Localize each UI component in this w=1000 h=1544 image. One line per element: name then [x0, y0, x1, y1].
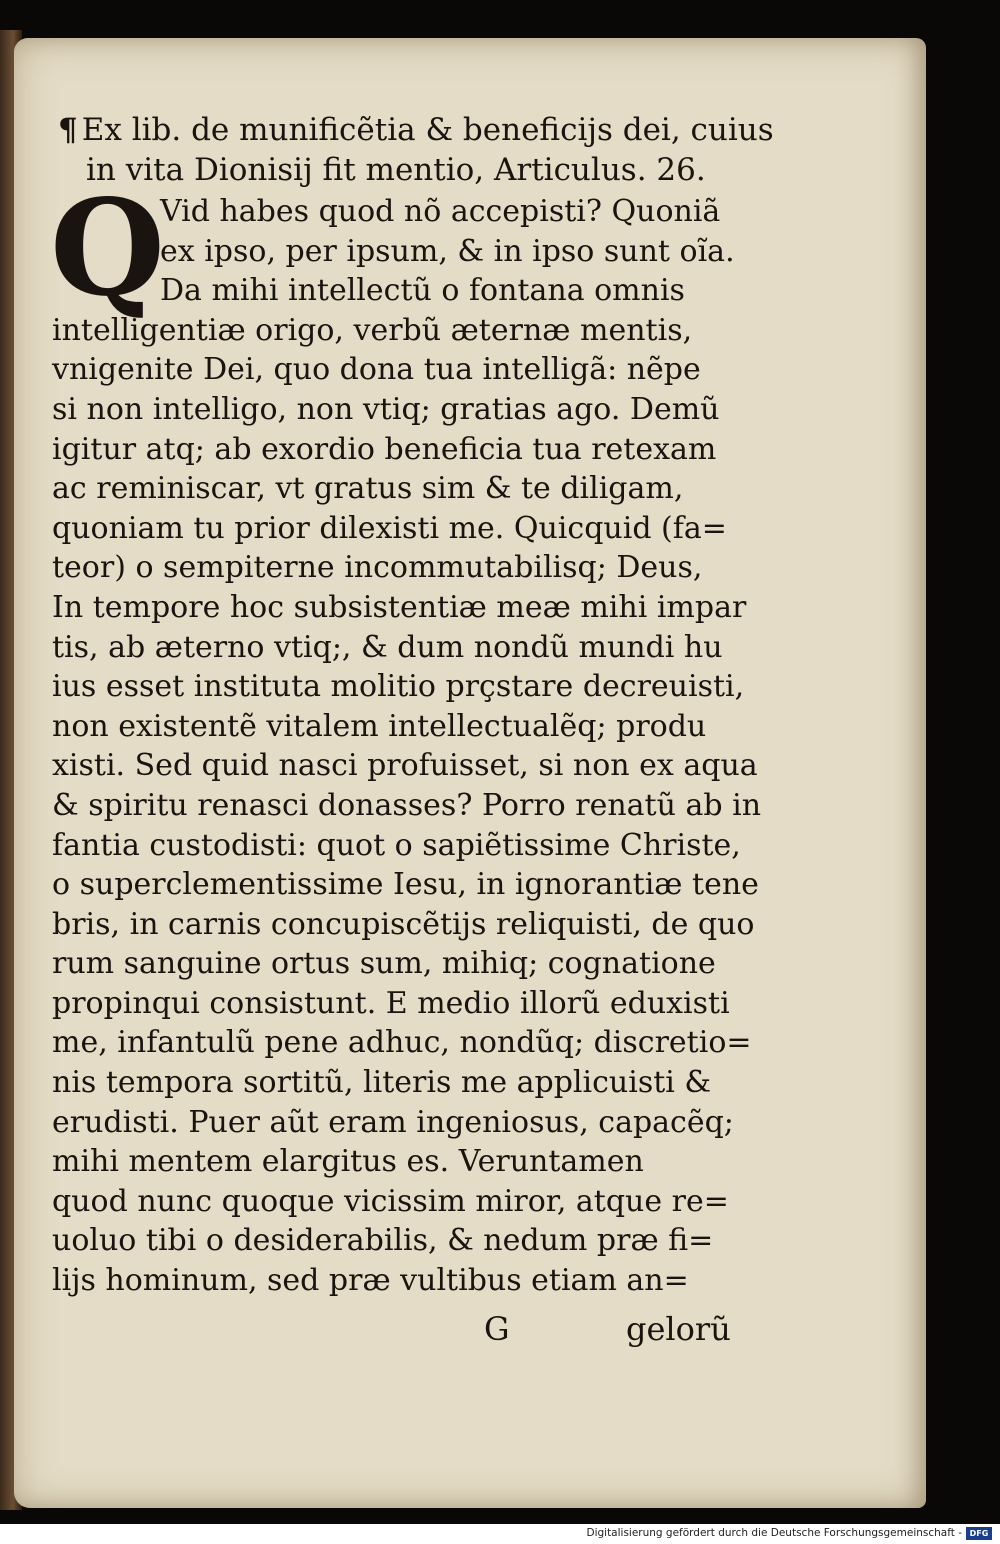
text-line: quoniam tu prior dilexisti me. Quicquid (fa=: [52, 510, 727, 546]
dfg-logo: DFG: [966, 1527, 992, 1540]
text-line: o superclementissime Iesu, in ignorantiæ tene: [52, 867, 759, 903]
text-line: non existentẽ vitalem intellectualẽq; produ: [52, 708, 707, 744]
credit-text: Digitalisierung gefördert durch die Deutsche Forschungsgemeinschaft -: [586, 1527, 962, 1539]
drop-cap: Q: [50, 171, 165, 326]
text-line: ex ipso, per ipsum, & in ipso sunt oĩa.: [160, 233, 735, 269]
text-line: In tempore hoc subsistentiæ meæ mihi impar: [52, 589, 747, 625]
text-line: rum sanguine ortus sum, mihiq; cognatione: [52, 946, 716, 982]
heading-line-2: in vita Dionisij fit mentio, Articulus. 26.: [86, 152, 706, 188]
text-line: mihi mentem elargitus es. Veruntamen: [52, 1144, 644, 1180]
catchword: gelorũ: [626, 1310, 731, 1348]
signature-mark: G: [484, 1310, 510, 1348]
text-line: nis tempora sortitũ, literis me applicuisti &: [52, 1065, 712, 1101]
text-line: me, infantulũ pene adhuc, nondũq; discretio=: [52, 1025, 752, 1061]
body-text: [50, 171, 762, 1301]
text-line: tis, ab æterno vtiq;, & dum nondũ mundi hu: [52, 629, 723, 665]
text-line: Da mihi intellectũ o fontana omnis: [160, 273, 685, 309]
text-line: si non intelligo, non vtiq; gratias ago. Demũ: [52, 391, 720, 427]
text-line: ac reminiscar, vt gratus sim & te diligam,: [52, 471, 684, 507]
text-line: & spiritu renasci donasses? Porro renatũ ab in: [52, 787, 762, 823]
text-line: intelligentiæ origo, verbũ æternæ mentis,: [52, 312, 693, 348]
text-line: ius esset instituta molitio prçstare decreuisti,: [52, 669, 745, 705]
page-footer: [52, 1310, 752, 1358]
text-line: quod nunc quoque vicissim miror, atque re=: [52, 1183, 729, 1219]
text-line: vnigenite Dei, quo dona tua intelligã: nẽpe: [52, 352, 701, 388]
text-line: bris, in carnis concupiscẽtijs reliquisti, de quo: [52, 906, 755, 942]
text-line: fantia custodisti: quot o sapiẽtissime Christe,: [52, 827, 741, 863]
text-line: Vid habes quod nõ accepisti? Quoniã: [160, 194, 721, 229]
text-line: igitur atq; ab exordio beneficia tua retexam: [52, 431, 717, 467]
text-line: lijs hominum, sed præ vultibus etiam an=: [52, 1263, 689, 1299]
pilcrow-icon: ¶: [58, 112, 78, 148]
text-line: propinqui consistunt. E medio illorũ eduxisti: [52, 985, 730, 1021]
text-line: teor) o sempiterne incommutabilisq; Deus,: [52, 550, 703, 586]
text-line: erudisti. Puer aũt eram ingeniosus, capacẽq;: [52, 1104, 734, 1140]
text-line: xisti. Sed quid nasci profuisset, si non ex aqua: [52, 748, 758, 784]
credit-bar: [0, 1524, 1000, 1544]
text-line: uoluo tibi o desiderabilis, & nedum præ fi=: [52, 1223, 714, 1259]
heading-line-1: Ex lib. de munificẽtia & beneficijs dei, cuius: [81, 112, 774, 148]
